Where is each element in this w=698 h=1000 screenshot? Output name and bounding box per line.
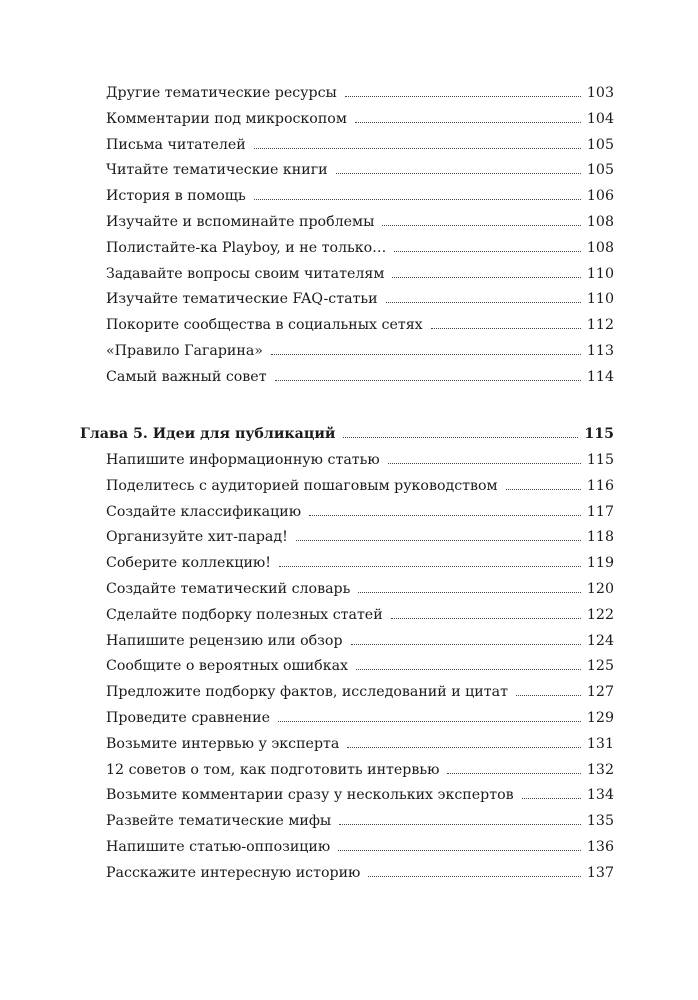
dot-leader bbox=[516, 695, 581, 696]
dot-leader bbox=[296, 540, 581, 541]
dot-leader bbox=[356, 669, 581, 670]
dot-leader bbox=[386, 302, 581, 303]
toc-entry-title: Полистайте-ка Playboy, и не только… bbox=[106, 239, 387, 256]
toc-entry[interactable] bbox=[80, 577, 614, 603]
toc-entry-page: 120 bbox=[586, 580, 614, 597]
toc-entry-title: Изучайте тематические FAQ-статьи bbox=[106, 291, 378, 308]
toc-entry-title: История в помощь bbox=[106, 188, 246, 205]
toc-entry-page: 105 bbox=[586, 136, 614, 153]
toc-entry-page: 129 bbox=[586, 709, 614, 726]
toc-entry-page: 113 bbox=[586, 342, 614, 359]
dot-leader bbox=[392, 277, 581, 278]
dot-leader bbox=[382, 225, 581, 226]
toc-entry[interactable] bbox=[80, 313, 614, 339]
toc-entry[interactable] bbox=[80, 629, 614, 655]
toc-entry-title: Напишите информационную статью bbox=[106, 452, 380, 468]
toc-entry-page: 124 bbox=[586, 632, 614, 649]
toc-entry-page: 115 bbox=[586, 452, 614, 468]
toc-entry-title: Расскажите интересную историю bbox=[106, 864, 361, 881]
toc-entry[interactable] bbox=[80, 500, 614, 526]
toc-entry[interactable] bbox=[80, 262, 614, 288]
toc-entry-title: «Правило Гагарина» bbox=[106, 342, 263, 359]
toc-entry-title: Возьмите интервью у эксперта bbox=[106, 735, 340, 752]
dot-leader bbox=[388, 463, 581, 464]
toc-entry-title: Напишите статью-оппозицию bbox=[106, 838, 331, 855]
dot-leader bbox=[278, 721, 581, 722]
toc-entry-title: Создайте тематический словарь bbox=[106, 580, 351, 597]
toc-entry[interactable] bbox=[80, 365, 614, 391]
toc-entry[interactable] bbox=[80, 732, 614, 758]
dot-leader bbox=[394, 251, 581, 252]
dot-leader bbox=[275, 380, 581, 381]
dot-leader bbox=[358, 592, 581, 593]
dot-leader bbox=[279, 566, 581, 567]
toc-entry-title: Создайте классификацию bbox=[106, 503, 302, 520]
dot-leader bbox=[336, 173, 581, 174]
toc-entry-page: 106 bbox=[586, 188, 614, 205]
toc-section-continued bbox=[80, 81, 614, 391]
toc-entry-page: 110 bbox=[586, 291, 614, 308]
toc-entry[interactable] bbox=[80, 287, 614, 313]
toc-entry-page: 103 bbox=[586, 85, 614, 101]
dot-leader bbox=[447, 773, 580, 774]
toc-entry-page: 114 bbox=[586, 368, 614, 385]
toc-entry-title: Предложите подборку фактов, исследований и цитат bbox=[106, 684, 508, 701]
dot-leader bbox=[351, 644, 581, 645]
toc-entry[interactable] bbox=[80, 603, 614, 629]
toc-entry-title: Сделайте подборку полезных статей bbox=[106, 606, 383, 623]
toc-entry[interactable] bbox=[80, 236, 614, 262]
toc-entry[interactable] bbox=[80, 133, 614, 159]
toc-entry[interactable] bbox=[80, 184, 614, 210]
toc-entry[interactable] bbox=[80, 158, 614, 184]
toc-entry-title: Соберите коллекцию! bbox=[106, 555, 271, 572]
toc-section-chapter-5 bbox=[80, 422, 614, 887]
dot-leader bbox=[343, 437, 578, 438]
toc-entry-page: 132 bbox=[586, 761, 614, 778]
toc-chapter-page: 115 bbox=[584, 426, 614, 442]
toc-entry-title: Изучайте и вспоминайте проблемы bbox=[106, 213, 375, 230]
toc-entry[interactable] bbox=[80, 861, 614, 887]
toc-entry-title: 12 советов о том, как подготовить интервью bbox=[106, 761, 440, 778]
toc-entry-page: 137 bbox=[586, 864, 614, 881]
dot-leader bbox=[345, 96, 581, 97]
toc-entry-page: 122 bbox=[586, 606, 614, 623]
toc-entry-page: 117 bbox=[586, 503, 614, 520]
toc-chapter-title: Глава 5. Идеи для публикаций bbox=[80, 426, 336, 442]
toc-entry-title: Возьмите комментарии сразу у нескольких экспертов bbox=[106, 787, 514, 804]
toc-entry[interactable] bbox=[80, 706, 614, 732]
dot-leader bbox=[522, 798, 581, 799]
dot-leader bbox=[431, 328, 581, 329]
dot-leader bbox=[309, 515, 581, 516]
toc-entry-title: Организуйте хит-парад! bbox=[106, 529, 288, 546]
dot-leader bbox=[355, 122, 581, 123]
toc-entry[interactable] bbox=[80, 758, 614, 784]
dot-leader bbox=[339, 824, 581, 825]
toc-entry-title: Самый важный совет bbox=[106, 368, 267, 385]
dot-leader bbox=[368, 876, 580, 877]
toc-entry-page: 134 bbox=[586, 787, 614, 804]
toc-entry-page: 125 bbox=[586, 658, 614, 675]
toc-entry-title: Письма читателей bbox=[106, 136, 246, 153]
toc-entry-page: 112 bbox=[586, 317, 614, 334]
toc-entry[interactable] bbox=[80, 551, 614, 577]
toc-entry[interactable] bbox=[80, 809, 614, 835]
toc-entry-page: 127 bbox=[586, 684, 614, 701]
dot-leader bbox=[506, 489, 581, 490]
toc-entry-title: Задавайте вопросы своим читателям bbox=[106, 265, 385, 282]
toc-entry-page: 136 bbox=[586, 838, 614, 855]
toc-entry-title: Комментарии под микроскопом bbox=[106, 110, 347, 127]
dot-leader bbox=[338, 850, 581, 851]
toc-entry[interactable] bbox=[80, 835, 614, 861]
toc-entry-page: 116 bbox=[586, 477, 614, 494]
toc-entry-page: 104 bbox=[586, 110, 614, 127]
toc-entry[interactable] bbox=[80, 783, 614, 809]
toc-entry[interactable] bbox=[80, 210, 614, 236]
toc-entry-page: 135 bbox=[586, 813, 614, 830]
toc-chapter-heading[interactable] bbox=[80, 422, 614, 448]
dot-leader bbox=[254, 199, 581, 200]
toc-entry-page: 108 bbox=[586, 239, 614, 256]
dot-leader bbox=[391, 618, 581, 619]
toc-entry[interactable] bbox=[80, 525, 614, 551]
toc-entry-page: 118 bbox=[586, 529, 614, 546]
dot-leader bbox=[347, 747, 581, 748]
toc-entry-page: 105 bbox=[586, 162, 614, 179]
dot-leader bbox=[271, 354, 581, 355]
toc-entry[interactable] bbox=[80, 107, 614, 133]
toc-entry-title: Развейте тематические мифы bbox=[106, 813, 332, 830]
toc-entry-page: 110 bbox=[586, 265, 614, 282]
toc-entry[interactable] bbox=[80, 81, 614, 107]
toc-entry[interactable] bbox=[80, 680, 614, 706]
toc-entry-page: 131 bbox=[586, 735, 614, 752]
toc-entry-title: Читайте тематические книги bbox=[106, 162, 328, 179]
toc-entry[interactable] bbox=[80, 474, 614, 500]
dot-leader bbox=[254, 148, 581, 149]
toc-entry[interactable] bbox=[80, 448, 614, 474]
toc-entry-page: 119 bbox=[586, 555, 614, 572]
toc-entry-page: 108 bbox=[586, 213, 614, 230]
toc-entry-title: Покорите сообщества в социальных сетях bbox=[106, 317, 423, 334]
toc-entry-title: Другие тематические ресурсы bbox=[106, 85, 337, 101]
toc-entry-title: Проведите сравнение bbox=[106, 709, 270, 726]
toc-entry[interactable] bbox=[80, 654, 614, 680]
toc-entry-title: Напишите рецензию или обзор bbox=[106, 632, 343, 649]
toc-entry[interactable] bbox=[80, 339, 614, 365]
toc-entry-title: Сообщите о вероятных ошибках bbox=[106, 658, 349, 675]
toc-entry-title: Поделитесь с аудиторией пошаговым руководством bbox=[106, 477, 498, 494]
